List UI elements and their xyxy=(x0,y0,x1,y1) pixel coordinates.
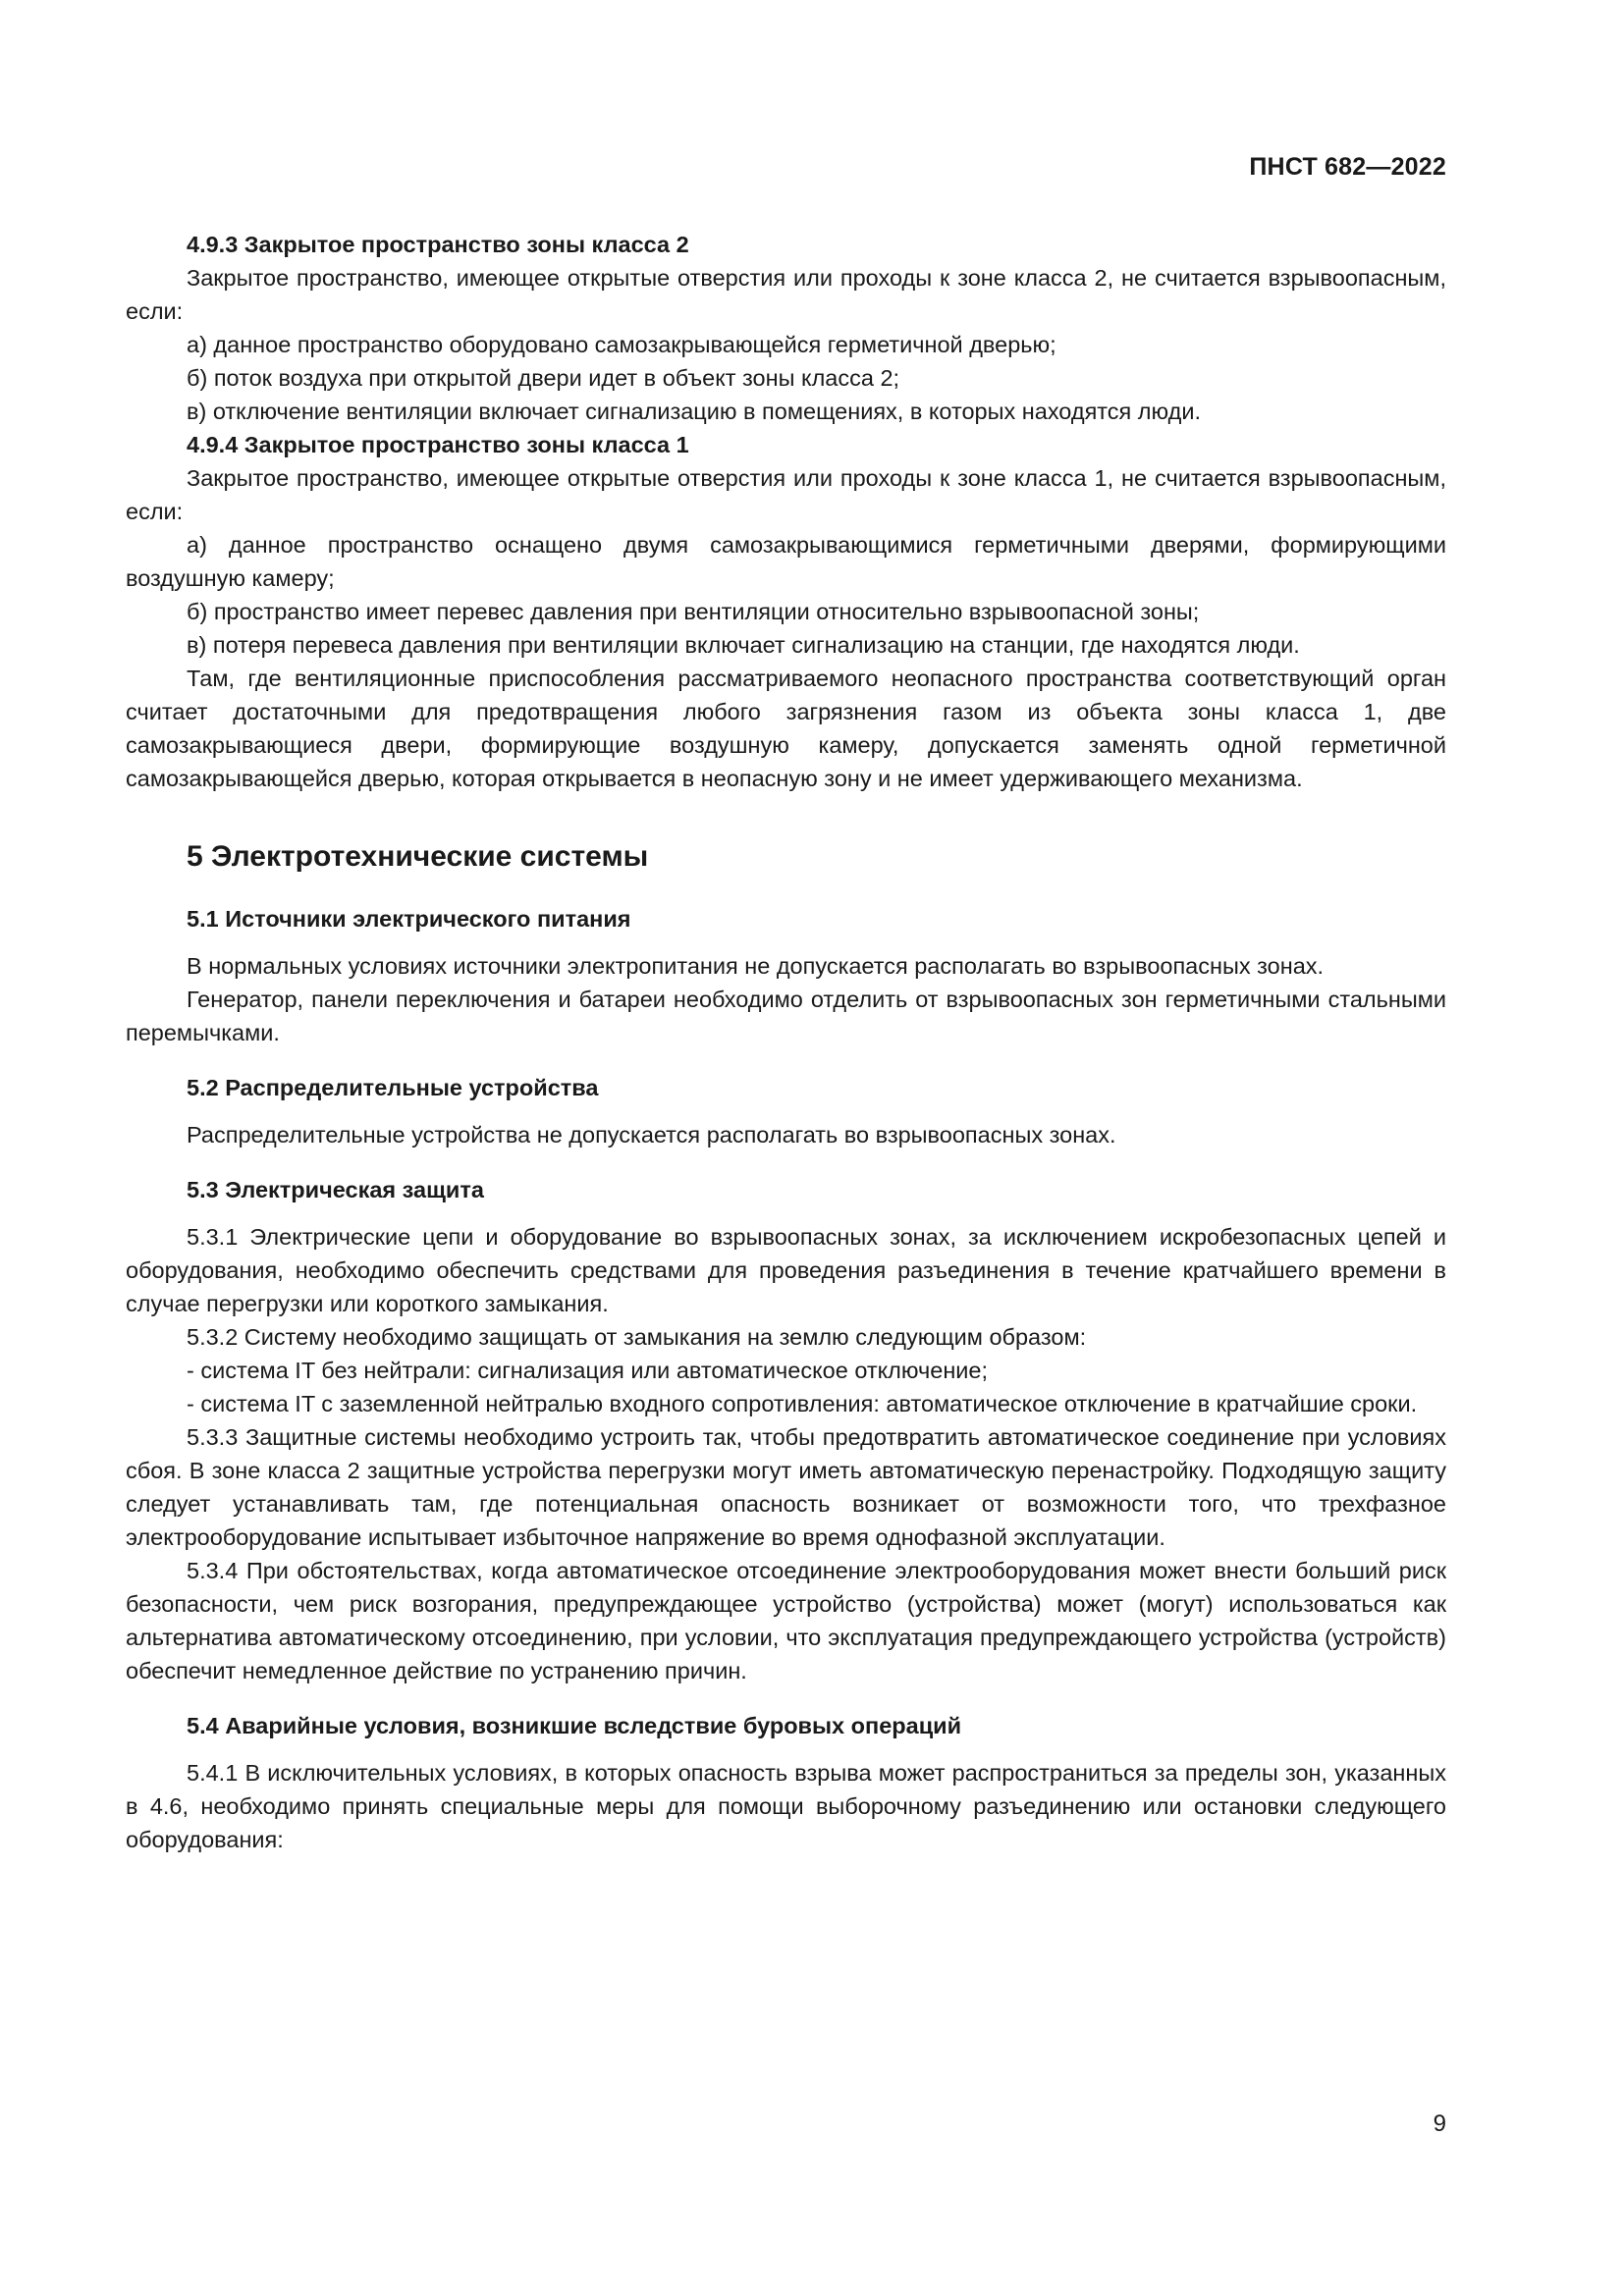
paragraph: 5.3.2 Систему необходимо защищать от замыкания на землю следующим образом: xyxy=(187,1324,1087,1350)
page-number: 9 xyxy=(1433,2110,1446,2137)
subsection-title-5-1: 5.1 Источники электрического питания xyxy=(187,906,631,932)
subsection-title-5-3: 5.3 Электрическая защита xyxy=(187,1177,484,1202)
paragraph: Закрытое пространство, имеющее открытые отверстия или проходы к зоне класса 2, не считается взрывоопасным, если: xyxy=(126,265,1446,324)
paragraph: Там, где вентиляционные приспособления рассматриваемого неопасного пространства соответствующий орган считает достаточными для предотвращения любого загрязнения газом из объекта зоны класса 1, две самозакрывающиеся двери, формирующие воздушную камеру, допускается заменять одной герметичной самозакрывающейся дверью, которая открывается в неопасную зону и не имеет удерживающего механизма. xyxy=(126,666,1446,791)
subsection-title-5-4: 5.4 Аварийные условия, возникшие вследствие буровых операций xyxy=(187,1713,962,1738)
list-item: а) данное пространство оснащено двумя самозакрывающимися герметичными дверями, формирующими воздушную камеру; xyxy=(126,532,1446,591)
page-body xyxy=(126,228,1446,1856)
list-item: б) пространство имеет перевес давления при вентиляции относительно взрывоопасной зоны; xyxy=(187,599,1200,624)
list-item: а) данное пространство оборудовано самозакрывающейся герметичной дверью; xyxy=(187,332,1056,357)
subsection-title-4-9-4: 4.9.4 Закрытое пространство зоны класса 1 xyxy=(187,432,689,457)
paragraph: Распределительные устройства не допускается располагать во взрывоопасных зонах. xyxy=(187,1122,1116,1148)
subsection-title-4-9-3: 4.9.3 Закрытое пространство зоны класса 2 xyxy=(187,232,689,257)
document-code: ПНСТ 682—2022 xyxy=(1249,153,1446,181)
list-item: в) отключение вентиляции включает сигнализацию в помещениях, в которых находятся люди. xyxy=(187,399,1201,424)
paragraph: 5.4.1 В исключительных условиях, в которых опасность взрыва может распространиться за пределы зон, указанных в 4.6, необходимо принять специальные меры для помощи выборочному разъединению или остановки следующего оборудования: xyxy=(126,1760,1446,1852)
list-item: - система IT с заземленной нейтралью входного сопротивления: автоматическое отключение в кратчайшие сроки. xyxy=(187,1391,1418,1416)
section-title-5: 5 Электротехнические системы xyxy=(187,840,649,873)
list-item: в) потеря перевеса давления при вентиляции включает сигнализацию на станции, где находятся люди. xyxy=(187,632,1300,658)
paragraph: 5.3.1 Электрические цепи и оборудование во взрывоопасных зонах, за исключением искробезопасных цепей и оборудования, необходимо обеспечить средствами для проведения разъединения в течение кратчайшего времени в случае перегрузки или короткого замыкания. xyxy=(126,1224,1446,1316)
paragraph: 5.3.3 Защитные системы необходимо устроить так, чтобы предотвратить автоматическое соединение при условиях сбоя. В зоне класса 2 защитные устройства перегрузки могут иметь автоматическую перенастройку. Подходящую защиту следует устанавливать там, где потенциальная опасность возникает от возможности того, что трехфазное электрооборудование испытывает избыточное напряжение во время однофазной эксплуатации. xyxy=(126,1424,1446,1550)
list-item: б) поток воздуха при открытой двери идет в объект зоны класса 2; xyxy=(187,365,900,391)
paragraph: 5.3.4 При обстоятельствах, когда автоматическое отсоединение электрооборудования может внести больший риск безопасности, чем риск возгорания, предупреждающее устройство (устройства) может (могут) использоваться как альтернатива автоматическому отсоединению, при условии, что эксплуатация предупреждающего устройства (устройств) обеспечит немедленное действие по устранению причин. xyxy=(126,1558,1446,1683)
paragraph: Закрытое пространство, имеющее открытые отверстия или проходы к зоне класса 1, не считается взрывоопасным, если: xyxy=(126,465,1446,524)
paragraph: Генератор, панели переключения и батареи необходимо отделить от взрывоопасных зон герметичными стальными перемычками. xyxy=(126,987,1446,1045)
subsection-title-5-2: 5.2 Распределительные устройства xyxy=(187,1075,599,1100)
list-item: - система IT без нейтрали: сигнализация или автоматическое отключение; xyxy=(187,1358,989,1383)
paragraph: В нормальных условиях источники электропитания не допускается располагать во взрывоопасных зонах. xyxy=(187,953,1325,979)
